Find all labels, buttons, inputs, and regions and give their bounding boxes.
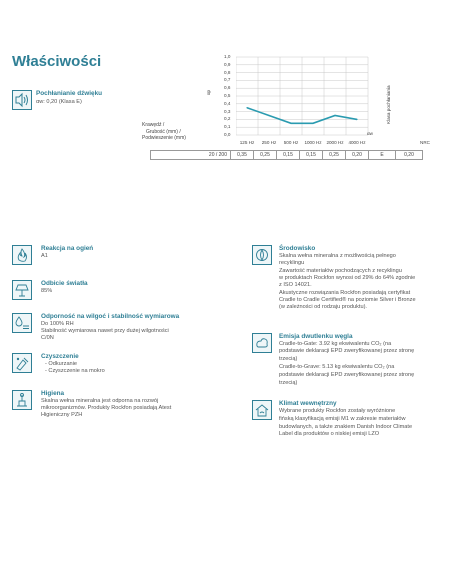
y-tick-label: 0,4 bbox=[224, 100, 231, 106]
row-label-line-2: Grubość (mm) / bbox=[146, 128, 181, 135]
environment-icon bbox=[252, 245, 272, 265]
y-axis-label: αp bbox=[206, 89, 212, 96]
class-header: Klasa pochłaniania bbox=[386, 85, 391, 124]
co2-line-1: Cradle-to-Gate: 3.92 kg ekwiwalentu CO₂ (na bbox=[279, 341, 392, 347]
cleaning-heading: Czyszczenie bbox=[41, 353, 79, 360]
values-row bbox=[151, 151, 423, 160]
value-cell: 0,15 bbox=[300, 151, 323, 160]
indoor-climate-line-3: budowlanych, a także znakiem Danish Indoor Climate bbox=[279, 424, 413, 430]
humidity-line-3: C/0N bbox=[41, 335, 54, 341]
co2-line-5: podstawie deklaracji EPD zweryfikowanej przez stronę bbox=[279, 372, 415, 378]
x-tick-label: 125 Hz bbox=[239, 140, 255, 145]
value-cell: 0,20 bbox=[346, 151, 369, 160]
nrc-header: NRC bbox=[420, 140, 430, 145]
hygiene-line-3: Higieniczny PZH bbox=[41, 412, 83, 418]
hygiene-icon bbox=[12, 390, 32, 410]
row-label-line-1: Krawędź / bbox=[142, 122, 165, 128]
y-tick-label: 0,8 bbox=[224, 69, 231, 75]
y-tick-label: 0,5 bbox=[224, 93, 231, 98]
fire-heading: Reakcja na ogień bbox=[41, 245, 94, 252]
x-tick-label: 4000 Hz bbox=[348, 140, 366, 145]
y-tick-label: 0,1 bbox=[224, 124, 231, 130]
value-cell: 0,25 bbox=[254, 151, 277, 160]
humidity-line-1: Do 100% RH bbox=[41, 321, 74, 327]
cleaning-line-1: - Odkurzanie bbox=[45, 361, 78, 367]
co2-line-6: trzecią) bbox=[279, 380, 298, 386]
light-line: 85% bbox=[41, 288, 53, 294]
lamp-icon bbox=[12, 280, 32, 300]
config-cell: 20 / 200 bbox=[151, 151, 231, 160]
y-tick-label: 0,0 bbox=[224, 132, 231, 137]
environment-heading: Środowisko bbox=[279, 245, 316, 252]
row-label bbox=[142, 122, 186, 142]
environment-line-7: Cradle to Cradle Certified® na poziomie Silver i Bronze bbox=[279, 297, 416, 303]
environment-line-3: Zawartość materiałów pochodzących z recyklingu bbox=[279, 268, 402, 274]
environment-line-6: Akustyczne rozwiązania Rockfon posiadają certyfikat bbox=[279, 290, 411, 296]
indoor-climate-line-4: Label dla produktów o niskiej emisji LZO bbox=[279, 431, 380, 437]
row-label-line-3: Podwieszenie (mm) bbox=[142, 135, 186, 141]
hygiene-line-1: Skalna wełna mineralna jest odporna na rozwój bbox=[41, 398, 159, 404]
sound-value: αw: 0,20 (Klasa E) bbox=[36, 99, 82, 105]
data-point bbox=[356, 119, 357, 120]
cleaning-line-2: - Czyszczenie na mokro bbox=[45, 368, 105, 374]
humidity-icon bbox=[12, 313, 32, 333]
values-table bbox=[150, 150, 423, 160]
co2-heading: Emisja dwutlenku węgla bbox=[279, 333, 353, 340]
fire-line: A1 bbox=[41, 253, 48, 259]
x-tick-label: 1000 Hz bbox=[304, 140, 322, 145]
co2-line-3: trzecią) bbox=[279, 356, 298, 362]
value-cell: 0,15 bbox=[277, 151, 300, 160]
y-tick-label: 1,0 bbox=[224, 54, 231, 59]
hygiene-heading: Higiena bbox=[41, 390, 65, 397]
sound-heading: Pochłanianie dźwięku bbox=[36, 90, 103, 97]
y-tick-label: 0,6 bbox=[224, 85, 231, 91]
value-cell: 0,35 bbox=[231, 151, 254, 160]
indoor-climate-line-1: Wybrane produkty Rockfon zostały wyróżnione bbox=[279, 408, 396, 414]
y-tick-label: 0,7 bbox=[224, 77, 231, 83]
indoor-climate-line-2: fińską klasyfikacją emisji M1 w zakresie materiałów bbox=[279, 416, 406, 422]
x-tick-label: 250 Hz bbox=[261, 140, 277, 145]
environment-line-8: (w zależności od rodzaju produktu). bbox=[279, 304, 367, 310]
humidity-line-2: Stabilność wymiarowa nawet przy dużej wilgotności bbox=[41, 328, 169, 334]
absorption-chart bbox=[236, 55, 376, 145]
hygiene-line-2: mikroorganizmów. Produkty Rockfon posiadają Atest bbox=[41, 405, 172, 411]
co2-line-2: podstawie deklaracji EPD zweryfikowanej przez stronę bbox=[279, 348, 415, 354]
y-tick-label: 0,2 bbox=[224, 116, 231, 122]
class-cell: E bbox=[369, 151, 396, 160]
co2-line-4: Cradle-to-Grave: 5.13 kg ekwiwalentu CO₂ (na bbox=[279, 364, 395, 370]
page-title: Właściwości bbox=[12, 53, 102, 70]
aw-header: αw bbox=[367, 131, 373, 136]
environment-line-1: Skalna wełna mineralna z możliwością pełnego bbox=[279, 253, 396, 259]
data-point bbox=[312, 123, 313, 124]
data-point bbox=[290, 123, 291, 124]
x-tick-label: 500 Hz bbox=[283, 140, 299, 145]
sound-icon bbox=[12, 90, 32, 110]
y-tick-label: 0,9 bbox=[224, 61, 231, 67]
cleaning-icon bbox=[12, 353, 32, 373]
value-cell: 0,25 bbox=[323, 151, 346, 160]
x-tick-label: 2000 Hz bbox=[326, 140, 344, 145]
indoor-climate-heading: Klimat wewnętrzny bbox=[279, 400, 337, 407]
environment-line-2: recyklingu bbox=[279, 260, 305, 266]
y-tick-label: 0,3 bbox=[224, 108, 231, 114]
indoor-climate-icon bbox=[252, 400, 272, 420]
humidity-heading: Odporność na wilgoć i stabilność wymiarowa bbox=[41, 313, 180, 320]
nrc-cell: 0,20 bbox=[396, 151, 423, 160]
fire-icon bbox=[12, 245, 32, 265]
environment-line-4: w produktach Rockfon wynosi od 29% do 64% zgodnie bbox=[279, 275, 416, 281]
environment-line-5: z ISO 14021. bbox=[279, 282, 312, 288]
data-point bbox=[334, 115, 335, 116]
data-point bbox=[246, 107, 247, 108]
data-point bbox=[268, 115, 269, 116]
light-heading: Odbicie światła bbox=[41, 280, 88, 287]
co2-icon bbox=[252, 333, 272, 353]
